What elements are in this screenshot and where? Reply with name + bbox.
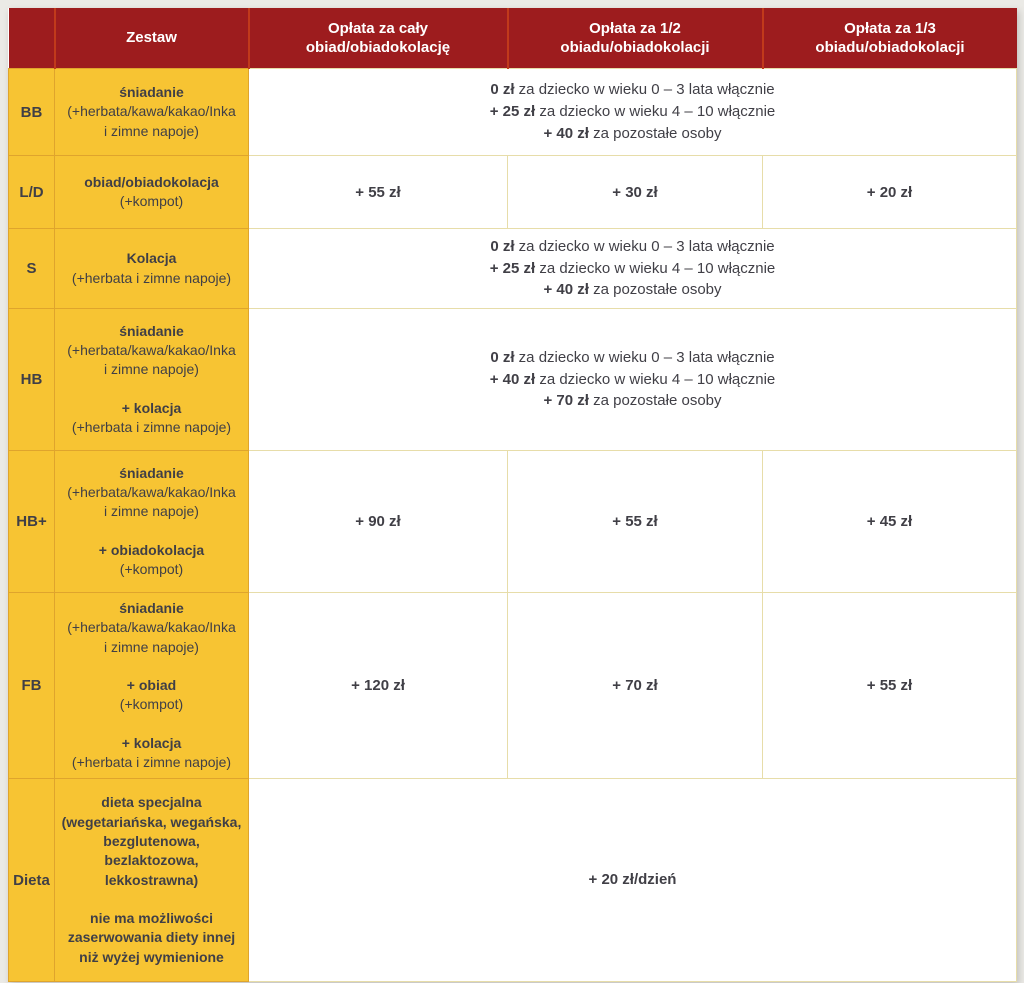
header-zestaw: Zestaw <box>55 8 249 69</box>
table-row-hb <box>9 309 1017 451</box>
table-row-fb <box>9 593 1017 779</box>
row-fee-spanning <box>249 779 1017 982</box>
table-row-dieta <box>9 779 1017 982</box>
description-line: (+kompot) <box>119 193 184 209</box>
description-line: śniadanie <box>119 464 184 481</box>
table-body <box>9 69 1017 982</box>
description-line: nie ma możliwości <box>90 910 213 926</box>
description-line: lekkostrawna) <box>104 871 199 888</box>
row-code-label: Dieta <box>9 779 55 982</box>
fee-amount: 0 zł <box>490 81 515 99</box>
table-row-s <box>9 229 1017 309</box>
fee-line <box>253 258 1012 280</box>
row-fee-full: + 120 zł <box>249 593 508 779</box>
fee-condition: za dziecko w wieku 4 – 10 włącznie <box>535 259 776 277</box>
fee-amount: 0 zł <box>490 348 515 366</box>
fee-line <box>253 123 1012 145</box>
header-fee-third <box>763 8 1017 69</box>
fee-condition: za pozostałe osoby <box>588 124 722 142</box>
description-line: (+herbata i zimne napoje) <box>71 418 232 435</box>
description-line: + obiad <box>126 676 177 693</box>
fee-line <box>253 101 1012 123</box>
row-fee-spanning <box>249 309 1017 451</box>
header-fee-full <box>249 8 508 69</box>
fee-condition: za dziecko w wieku 4 – 10 włącznie <box>535 370 776 388</box>
row-fee-spanning <box>249 229 1017 309</box>
header-fee-third-line2: obiadu/obiadokolacji <box>815 39 965 56</box>
row-code-label: HB+ <box>9 451 55 593</box>
header-fee-half-line1: Opłata za 1/2 <box>589 19 681 37</box>
description-line: niż wyżej wymienione <box>79 948 224 965</box>
row-description <box>55 593 249 779</box>
description-line: (+kompot) <box>119 560 184 577</box>
description-line: (+herbata i zimne napoje) <box>71 753 232 770</box>
description-line: zaserwowania diety innej <box>67 929 236 946</box>
row-fee-half: + 55 zł <box>508 451 763 593</box>
row-code-label: S <box>9 229 55 309</box>
description-line: (+herbata/kawa/kakao/Inka <box>67 103 236 120</box>
fee-condition: za dziecko w wieku 4 – 10 włącznie <box>535 103 776 121</box>
table-row-hb- <box>9 451 1017 593</box>
description-line: (+kompot) <box>119 696 184 713</box>
row-description <box>55 156 249 229</box>
row-fee-half: + 70 zł <box>508 593 763 779</box>
row-fee-spanning <box>249 69 1017 156</box>
description-line-gap <box>59 657 244 676</box>
description-line: dieta specjalna <box>101 794 202 811</box>
row-description <box>55 451 249 593</box>
description-line: bezlaktozowa, <box>104 852 199 869</box>
description-line: Kolacja <box>126 250 177 267</box>
description-line: (+herbata i zimne napoje) <box>71 269 232 286</box>
row-fee-full: + 55 zł <box>249 156 508 229</box>
description-line: śniadanie <box>119 600 184 616</box>
description-line-gap <box>59 380 244 399</box>
description-line: (+herbata/kawa/kakao/Inka <box>67 342 236 359</box>
row-description <box>55 69 249 156</box>
fee-line <box>253 236 1012 258</box>
row-fee-third: + 55 zł <box>763 593 1017 779</box>
fee-line <box>253 869 1012 891</box>
row-fee-full: + 90 zł <box>249 451 508 593</box>
description-line: + kolacja <box>121 734 182 751</box>
fee-amount: + 70 zł <box>543 392 589 410</box>
fee-line <box>253 79 1012 101</box>
row-code-label: L/D <box>9 156 55 229</box>
table-row-bb <box>9 69 1017 156</box>
fee-amount: + 20 zł/dzień <box>588 871 677 889</box>
table-header-row <box>9 8 1017 69</box>
fee-condition: za dziecko w wieku 0 – 3 lata włącznie <box>514 237 775 255</box>
description-line-gap <box>59 715 244 734</box>
fee-line <box>253 279 1012 301</box>
description-line: i zimne napoje) <box>104 361 199 378</box>
description-line: (+herbata/kawa/kakao/Inka <box>67 484 236 501</box>
description-line: i zimne napoje) <box>104 503 199 520</box>
header-fee-half <box>508 8 763 69</box>
row-description <box>55 229 249 309</box>
header-fee-full-line1: Opłata za cały <box>327 19 429 37</box>
description-line: obiad/obiadokolacja <box>84 173 219 190</box>
description-line: i zimne napoje) <box>104 122 199 139</box>
fee-amount: + 25 zł <box>489 259 536 277</box>
description-line-gap <box>59 890 244 909</box>
row-code-label: BB <box>9 69 55 156</box>
description-line: + obiadokolacja <box>98 541 205 558</box>
meal-plan-pricing-table <box>8 8 1017 982</box>
description-line: i zimne napoje) <box>104 638 199 655</box>
description-line-gap <box>59 522 244 541</box>
fee-amount: 0 zł <box>490 237 515 255</box>
description-line: śniadanie <box>119 84 184 101</box>
fee-line <box>253 369 1012 391</box>
description-line: + kolacja <box>121 399 182 416</box>
fee-amount: + 40 zł <box>489 370 536 388</box>
fee-condition: za dziecko w wieku 0 – 3 lata włącznie <box>514 81 775 99</box>
header-empty-cell <box>9 8 55 69</box>
fee-condition: za pozostałe osoby <box>588 392 722 410</box>
description-line: śniadanie <box>119 322 184 339</box>
fee-line <box>253 347 1012 369</box>
fee-condition: za dziecko w wieku 0 – 3 lata włącznie <box>514 348 775 366</box>
row-description <box>55 309 249 451</box>
fee-amount: + 40 zł <box>543 124 589 142</box>
header-fee-half-line2: obiadu/obiadokolacji <box>560 39 710 56</box>
row-code-label: FB <box>9 593 55 779</box>
fee-line <box>253 390 1012 412</box>
row-fee-third: + 45 zł <box>763 451 1017 593</box>
description-line: (wegetariańska, wegańska, <box>61 813 242 830</box>
fee-amount: + 40 zł <box>543 281 589 299</box>
header-fee-full-line2: obiad/obiadokolację <box>305 39 451 56</box>
table-row-l-d <box>9 156 1017 229</box>
row-code-label: HB <box>9 309 55 451</box>
row-description <box>55 779 249 982</box>
fee-condition: za pozostałe osoby <box>588 281 722 299</box>
fee-amount: + 25 zł <box>489 103 536 121</box>
description-line: (+herbata/kawa/kakao/Inka <box>67 619 236 636</box>
row-fee-half: + 30 zł <box>508 156 763 229</box>
header-fee-third-line1: Opłata za 1/3 <box>844 19 936 37</box>
description-line: bezglutenowa, <box>103 833 200 850</box>
row-fee-third: + 20 zł <box>763 156 1017 229</box>
